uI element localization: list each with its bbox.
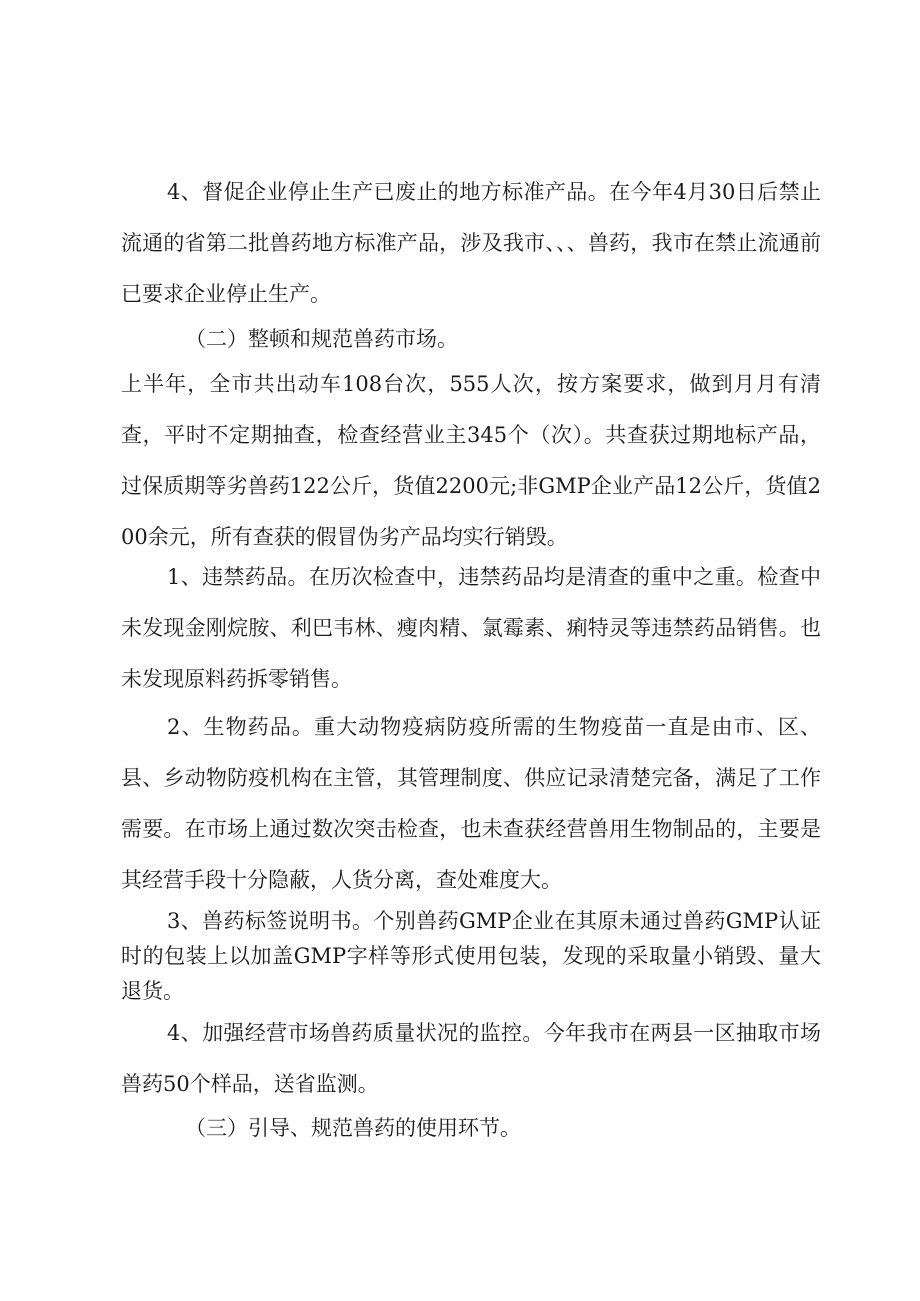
section-heading-market-rectification: （二）整顿和规范兽药市场。: [185, 327, 458, 351]
paragraph-banned-drugs: 1、违禁药品。在历次检查中，违禁药品均是清查的重中之重。检查中未发现金刚烷胺、利巴韦林、瘦肉精、氯霉素、痢特灵等违禁药品销售。也未发现原料药拆零销售。: [121, 565, 821, 691]
paragraph-quality-monitoring: 4、加强经营市场兽药质量状况的监控。今年我市在两县一区抽取市场兽药50个样品，送省监测。: [121, 1021, 821, 1096]
paragraph-labels-and-instructions: 3、兽药标签说明书。个别兽药GMP企业在其原未通过兽药GMP认证时的包装上以加盖GMP字样等形式使用包装，发现的采取量小销毁、量大退货。: [121, 909, 821, 1003]
paragraph-biological-drugs: 2、生物药品。重大动物疫病防疫所需的生物疫苗一直是由市、区、县、乡动物防疫机构在主管，其管理制度、供应记录清楚完备，满足了工作需要。在市场上通过数次突击检查，也未查获经营兽用生物制品的，主要是其经营手段十分隐蔽，人货分离，查处难度大。: [121, 715, 821, 892]
section-heading-usage-guidance: （三）引导、规范兽药的使用环节。: [185, 1116, 521, 1140]
paragraph-half-year-inspection-summary: 上半年，全市共出动车108台次，555人次，按方案要求，做到月月有清查，平时不定期抽查，检查经营业主345个（次）。共查获过期地标产品，过保质期等劣兽药122公斤，货值2200元;非GMP企业产品12公斤，货值200余元，所有查获的假冒伪劣产品均实行销毁。: [121, 372, 821, 549]
paragraph-stop-local-standard-products: 4、督促企业停止生产已废止的地方标准产品。在今年4月30日后禁止流通的省第二批兽药地方标准产品，涉及我市、、、兽药，我市在禁止流通前已要求企业停止生产。: [121, 180, 821, 306]
